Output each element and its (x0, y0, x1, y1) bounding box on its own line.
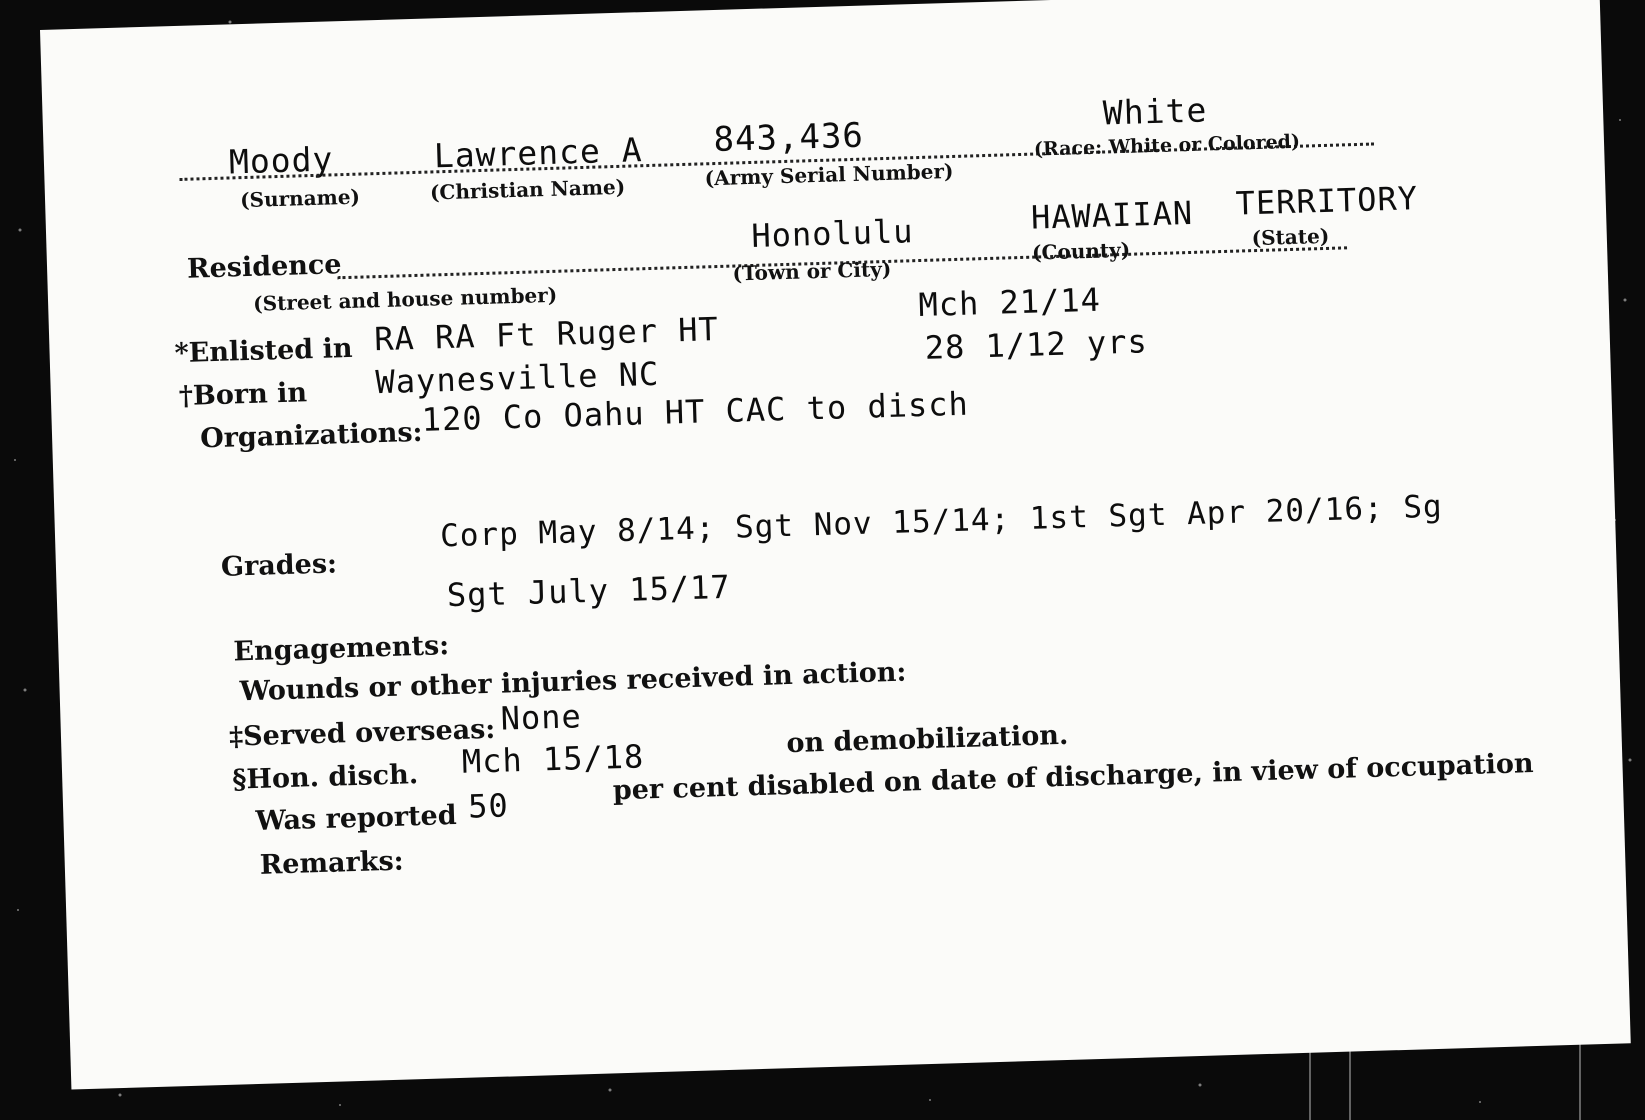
town-caption: (Town or City) (732, 256, 892, 286)
christian-name-caption: (Christian Name) (429, 174, 626, 205)
wounds-label: Wounds or other injuries received in action: (239, 656, 907, 708)
served-overseas-value: None (500, 697, 583, 738)
remarks-label: Remarks: (259, 845, 405, 881)
organizations-value: 120 Co Oahu HT CAC to disch (421, 384, 970, 439)
disability-suffix: per cent disabled on date of discharge, in view of occupation (612, 748, 1534, 807)
state-value: TERRITORY (1235, 179, 1419, 223)
disability-percent: 50 (467, 786, 510, 826)
served-overseas-label: ‡Served overseas: (228, 713, 496, 753)
county-value: HAWAIIAN (1030, 193, 1194, 237)
organizations-label: Organizations: (199, 416, 423, 455)
grades-label: Grades: (220, 548, 338, 583)
race-caption: (Race: White or Colored) (1033, 130, 1301, 161)
grades-line-1: Corp May 8/14; Sgt Nov 15/14; 1st Sgt Apr 20/16; Sg (439, 488, 1444, 555)
enlisted-date: Mch 21/14 (917, 280, 1102, 325)
born-value: Waynesville NC (375, 354, 660, 402)
town-value: Honolulu (750, 212, 915, 255)
discharge-suffix: on demobilization. (786, 719, 1069, 760)
surname-caption: (Surname) (239, 184, 361, 213)
grades-line-2: Sgt July 15/17 (446, 567, 732, 615)
enlisted-value: RA RA Ft Ruger HT (373, 310, 720, 359)
reported-label: Was reported (255, 799, 458, 837)
born-label: †Born in (178, 377, 308, 413)
discharge-value: Mch 15/18 (461, 737, 645, 781)
record-card (40, 0, 1631, 1090)
serial-number-value: 843,436 (712, 115, 865, 161)
surname-value: Moody (228, 139, 334, 182)
race-value: White (1102, 90, 1208, 133)
discharge-label: §Hon. disch. (231, 759, 419, 796)
county-caption: (County) (1031, 237, 1131, 265)
serial-number-caption: (Army Serial Number) (704, 158, 954, 191)
age-value: 28 1/12 yrs (924, 322, 1149, 367)
enlisted-label: *Enlisted in (174, 332, 353, 370)
residence-label: Residence (186, 249, 342, 285)
state-caption: (State) (1251, 223, 1330, 251)
street-caption: (Street and house number) (252, 282, 558, 316)
christian-name-value: Lawrence A (433, 130, 644, 176)
engagements-label: Engagements: (233, 630, 450, 668)
